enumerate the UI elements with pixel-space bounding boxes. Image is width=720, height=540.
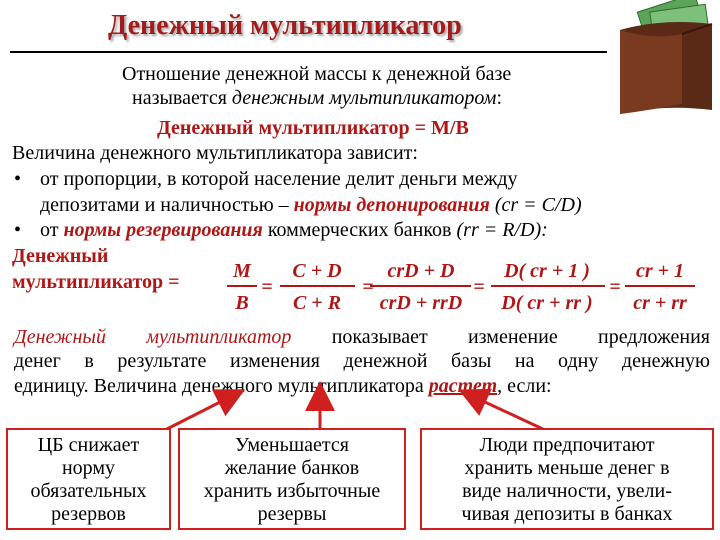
item1-text: депозитами и наличностью – [40, 194, 289, 216]
depends-item2 [40, 218, 548, 242]
title-divider [10, 51, 607, 53]
formula-f2-num: C + D [292, 260, 342, 282]
explanation-line2 [14, 350, 710, 373]
item1-term: нормы депонирования [293, 194, 490, 216]
condition-box-1 [6, 428, 171, 530]
multiplier-label-line2: мультипликатор = [12, 271, 180, 293]
arrow-left [165, 396, 232, 430]
multiplier-formula [225, 255, 695, 318]
formula-f1-den: B [235, 292, 249, 314]
item2-term: нормы резервирования [63, 219, 263, 241]
definition-line1: Отношение денежной массы к денежной базе [122, 63, 512, 85]
formula-eq-3: = [473, 276, 485, 298]
box1-line1: ЦБ снижает [37, 434, 140, 456]
box3-line4: чивая депозиты в банках [461, 503, 673, 525]
formula-f1-num: M [233, 260, 251, 282]
box2-line4: резервы [257, 503, 327, 525]
explanation-line3-end: , если: [497, 375, 552, 397]
item2-mid: коммерческих банков [267, 219, 452, 241]
definition-text: называется [132, 87, 227, 109]
explanation-line3-text: единицу. Величина денежного мультипликатора [14, 375, 424, 397]
box2-line3: хранить избыточные [203, 480, 381, 502]
box3-line2: хранить меньше денег в [464, 457, 670, 479]
item2-formula: (rr = R/D): [456, 219, 548, 241]
explanation-line3-term: растет [428, 375, 498, 397]
box1-line3: обязательных [30, 480, 147, 502]
condition-box-3 [420, 428, 714, 530]
formula-f4-num: D( cr + 1 ) [504, 260, 590, 282]
box2-line1: Уменьшается [235, 434, 349, 456]
box2-line2: желание банков [224, 457, 360, 479]
bullet-2: • [14, 219, 22, 241]
arrow-right [472, 396, 545, 430]
formula-eq-1: = [261, 276, 273, 298]
condition-box-2 [178, 428, 406, 530]
explanation-line1-rest: показывает изменение предложения [331, 326, 710, 348]
explanation-term: Денежный мультипликатор [14, 326, 292, 348]
depends-item1-line2 [40, 193, 582, 217]
formula-f2-den: C + R [292, 292, 342, 314]
formula-eq-4: = [609, 276, 621, 298]
explanation-line2-text: денег в результате изменения денежной базы на одну денежную [14, 350, 710, 372]
item2-text: от [40, 219, 59, 241]
item1-formula: (cr = C/D) [494, 194, 582, 216]
formula-f5-den: cr + rr [633, 292, 687, 314]
formula-f4-den: D( cr + rr ) [501, 292, 593, 314]
page-title: Денежный мультипликатор [108, 10, 462, 41]
box1-line4: резервов [51, 503, 126, 525]
box1-line2: норму [61, 457, 116, 479]
definition-line2 [132, 86, 502, 110]
box3-line3: виде наличности, увели- [462, 480, 672, 502]
explanation-line1 [14, 326, 710, 349]
definition-colon: : [496, 87, 502, 109]
definition-term: денежным мультипликатором [231, 87, 497, 109]
box3-line1: Люди предпочитают [479, 434, 655, 456]
depends-heading: Величина денежного мультипликатора зависит: [12, 142, 418, 164]
bullet-1: • [14, 168, 22, 190]
multiplier-label-line1: Денежный [12, 245, 109, 267]
formula-f3-den: crD + rrD [379, 292, 463, 314]
depends-item1-line1: от пропорции, в которой население делит деньги между [40, 168, 518, 190]
definition-formula: Денежный мультипликатор = M/B [157, 117, 469, 139]
formula-f3-num: crD + D [387, 260, 455, 282]
wallet-icon [612, 0, 720, 118]
formula-eq-2: = [362, 276, 374, 298]
formula-f5-num: cr + 1 [635, 260, 685, 282]
